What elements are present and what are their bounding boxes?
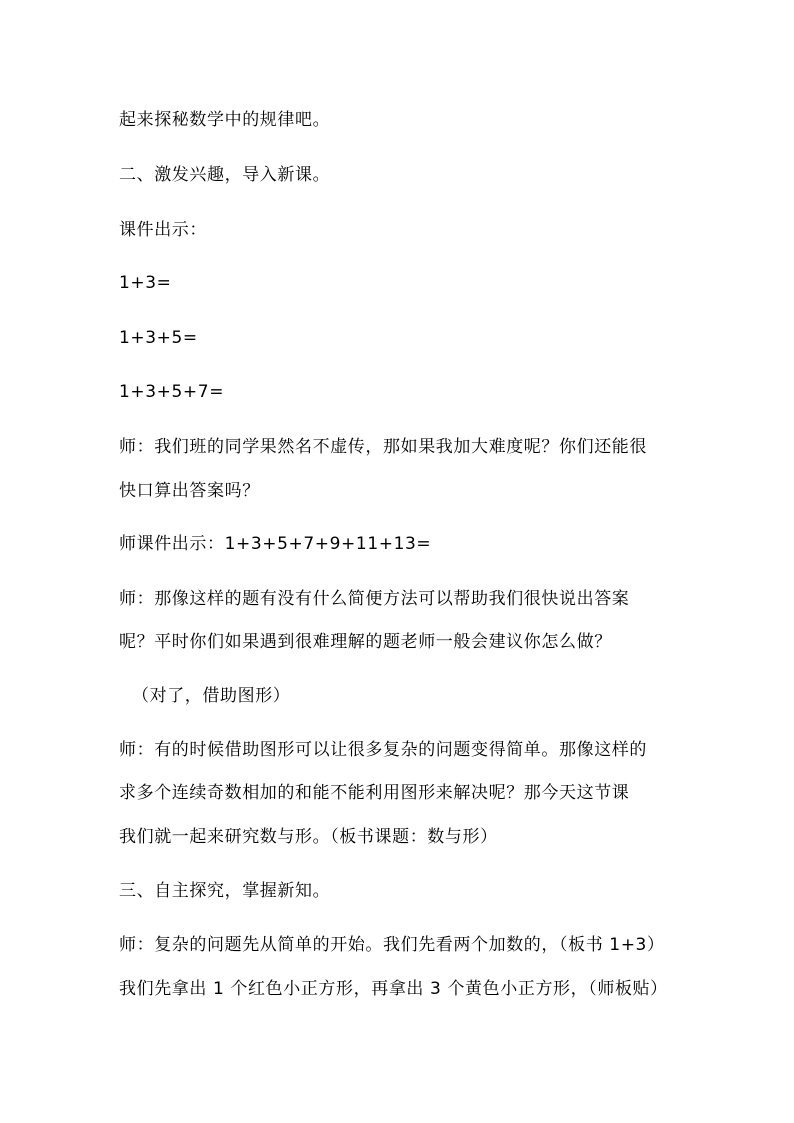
equation-line: 1+3+5= xyxy=(119,328,198,348)
paragraph-line: （对了，借助图形） xyxy=(132,686,291,706)
paragraph-line: 起来探秘数学中的规律吧。 xyxy=(119,110,331,130)
paragraph-line: 师：有的时候借助图形可以让很多复杂的问题变得简单。那像这样的 xyxy=(119,740,647,760)
paragraph-line: 师课件出示：1+3+5+7+9+11+13= xyxy=(119,534,432,554)
paragraph-line: 师：复杂的问题先从简单的开始。我们先看两个加数的，（板书 1+3） xyxy=(119,935,665,955)
section-heading: 三、自主探究，掌握新知。 xyxy=(119,881,331,901)
paragraph-line: 师：那像这样的题有没有什么简便方法可以帮助我们很快说出答案 xyxy=(119,589,630,609)
paragraph-line: 快口算出答案吗？ xyxy=(119,481,260,501)
paragraph-line: 课件出示： xyxy=(119,220,207,240)
section-heading: 二、激发兴趣，导入新课。 xyxy=(119,165,331,185)
equation-line: 1+3= xyxy=(119,273,172,293)
equation-line: 1+3+5+7= xyxy=(119,382,225,402)
paragraph-line: 我们就一起来研究数与形。（板书课题：数与形） xyxy=(119,827,498,847)
paragraph-line: 呢？平时你们如果遇到很难理解的题老师一般会建议你怎么做？ xyxy=(119,632,612,652)
paragraph-line: 我们先拿出 1 个红色小正方形，再拿出 3 个黄色小正方形，（师板贴） xyxy=(119,979,668,999)
paragraph-line: 求多个连续奇数相加的和能不能利用图形来解决呢？那今天这节课 xyxy=(119,783,630,803)
paragraph-line: 师：我们班的同学果然名不虚传，那如果我加大难度呢？你们还能很 xyxy=(119,437,647,457)
